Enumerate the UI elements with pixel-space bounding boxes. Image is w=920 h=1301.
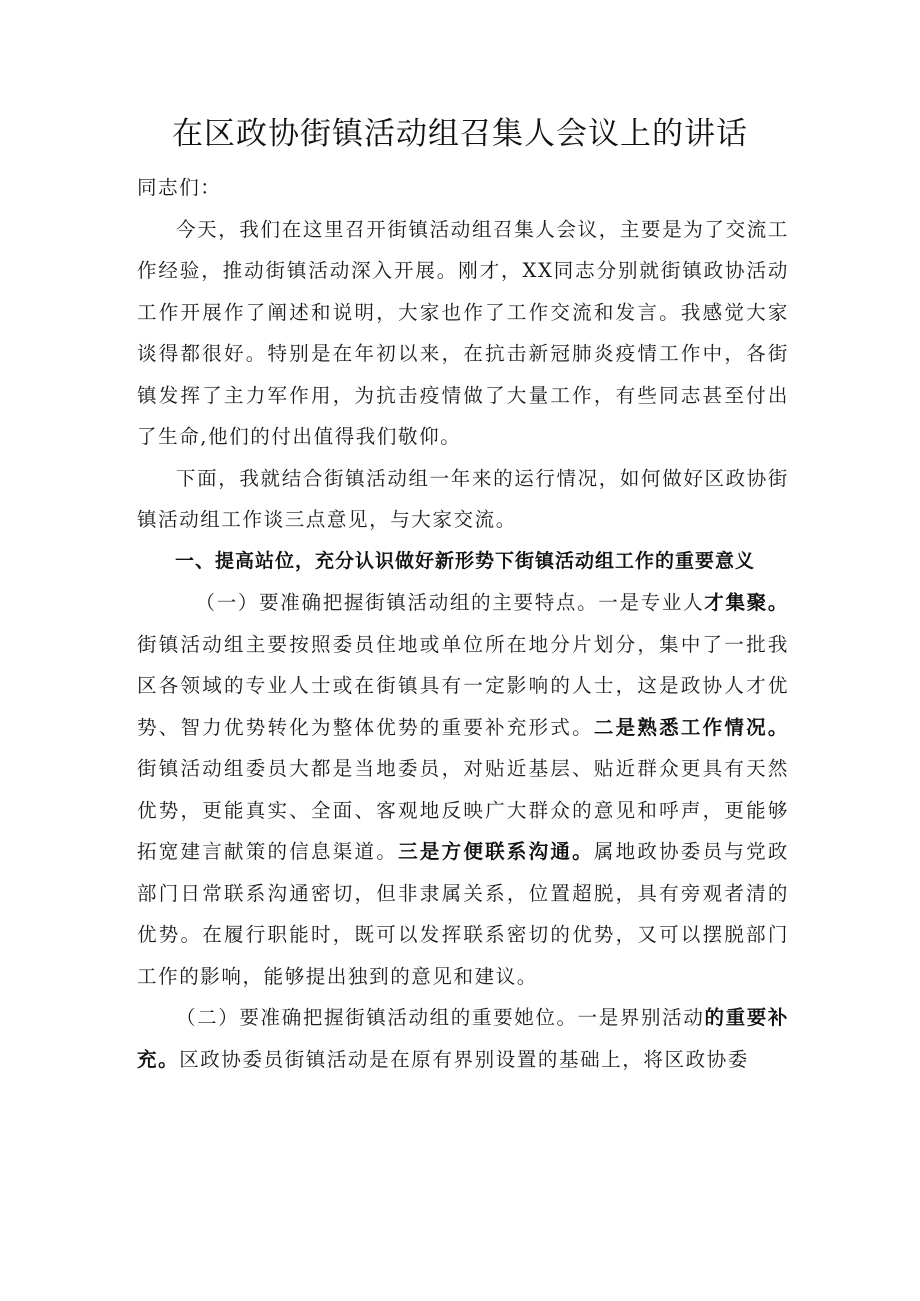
section-heading-1: 一、提高站位，充分认识做好新形势下街镇活动组工作的重要意义 — [175, 549, 756, 572]
paragraph-text: 区政协委员街镇活动是在原有界别设置的基础上，将区政协委 — [179, 1047, 749, 1071]
paragraph-section-1-1 — [137, 582, 789, 997]
paragraph-text: 街镇活动组委员大都是当地委员，对贴近基层、贴近群众更具有天然优势，更能真实、全面、客观地反映广大群众的意见和呼声，更能够拓宽建言献策的信息渠道。 — [137, 757, 789, 863]
paragraph-text: 属地政协委员与党政部门日常联系沟通密切，但非隶属关系，位置超脱，具有旁观者清的优势。在履行职能时，既可以发挥联系密切的优势，又可以摆脱部门工作的影响，能够提出独到的意见和建议。 — [137, 840, 789, 988]
document-title: 在区政协街镇活动组召集人会议上的讲话 — [172, 116, 748, 152]
document-body — [137, 167, 789, 1080]
paragraph-section-1-2 — [137, 997, 789, 1080]
bold-phrase: 的重要补充。 — [137, 1006, 789, 1071]
paragraph-text: （二）要准确把握街镇活动组的重要她位。一是界别活动 — [176, 1006, 705, 1029]
paragraph-intro: 下面，我就结合街镇活动组一年来的运行情况，如何做好区政协街镇活动组工作谈三点意见，与大家交流。 — [137, 466, 789, 531]
bold-phrase: 才集聚。 — [704, 591, 789, 614]
paragraph-text: 街镇活动组主要按照委员住地或单位所在地分片划分，集中了一批我区各领域的专业人士或在街镇具有一定影响的人士，这是政协人才优势、智力优势转化为整体优势的重要补充形式。 — [137, 632, 789, 739]
paragraph-text: （一）要准确把握街镇活动组的主要特点。一是专业人 — [195, 591, 705, 614]
bold-phrase: 二是熟悉工作情况。 — [593, 715, 789, 739]
bold-phrase: 三是方便联系沟通。 — [398, 840, 594, 863]
salutation: 同志们： — [137, 176, 222, 199]
paragraph-opening: 今天，我们在这里召开街镇活动组召集人会议，主要是为了交流工作经验，推动街镇活动深入开展。刚才，XX同志分别就街镇政协活动工作开展作了阐述和说明，大家也作了工作交流和发言。我感觉大家谈得都很好。特别是在年初以来，在抗击新冠肺炎疫情工作中，各街镇发挥了主力军作用，为抗击疫情做了大量工作，有些同志甚至付出了生命,他们的付出值得我们敬仰。 — [137, 217, 789, 448]
